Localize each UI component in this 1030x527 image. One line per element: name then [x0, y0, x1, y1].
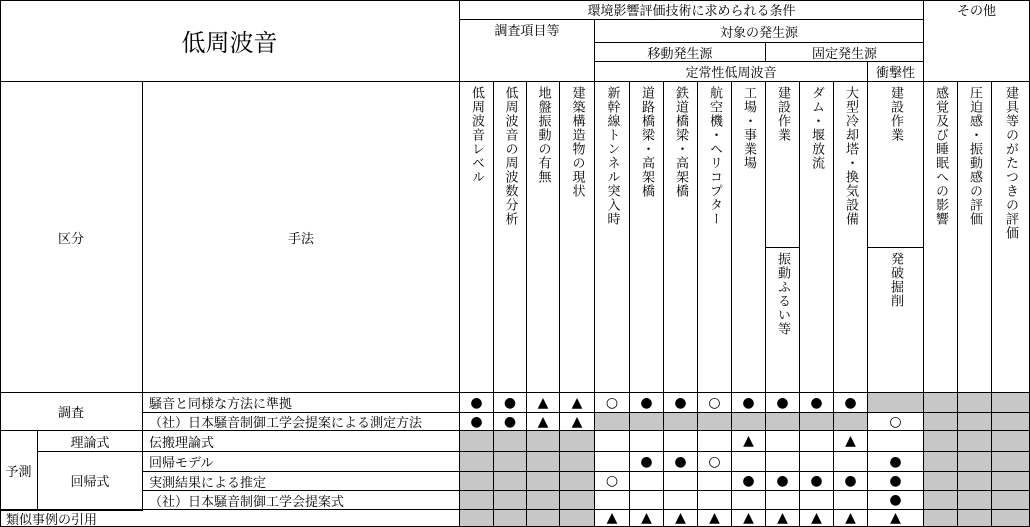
- mark-cell: [664, 431, 698, 452]
- column-sublabel: 発破掘削: [868, 248, 924, 393]
- mark-cell: [992, 472, 1030, 491]
- mark-cell: [527, 452, 560, 472]
- mark-cell: [924, 431, 958, 452]
- mark-cell: [834, 452, 868, 472]
- header-fixed: 固定発生源: [766, 43, 924, 62]
- mark-cell: ▲: [595, 510, 630, 527]
- mark-cell: [924, 393, 958, 413]
- mark-cell: [494, 431, 527, 452]
- mark-cell: [630, 472, 664, 491]
- column-header: 鉄道橋梁・高架橋: [664, 82, 698, 393]
- row-method: 伝搬理論式: [143, 431, 460, 452]
- mark-cell: ▲: [664, 510, 698, 527]
- mark-cell: [924, 472, 958, 491]
- header-sources: 対象の発生源: [595, 20, 924, 43]
- mark-cell: ▲: [834, 431, 868, 452]
- mark-cell: ●: [868, 452, 924, 472]
- row-method: 回帰モデル: [143, 452, 460, 472]
- mark-cell: ●: [460, 413, 494, 431]
- mark-cell: [698, 413, 732, 431]
- mark-cell: [992, 431, 1030, 452]
- mark-cell: [460, 431, 494, 452]
- row-method: （社）日本騒音制御工学会提案式: [143, 491, 460, 510]
- header-mobile: 移動発生源: [595, 43, 766, 62]
- mark-cell: [800, 452, 834, 472]
- mark-cell: [527, 472, 560, 491]
- mark-cell: [834, 413, 868, 431]
- mark-cell: [664, 472, 698, 491]
- mark-cell: [630, 431, 664, 452]
- mark-cell: ●: [460, 393, 494, 413]
- column-header: 道路橋梁・高架橋: [630, 82, 664, 393]
- mark-cell: [992, 491, 1030, 510]
- mark-cell: [958, 452, 992, 472]
- header-other: その他: [924, 0, 1030, 82]
- mark-cell: [595, 491, 630, 510]
- mark-cell: [527, 431, 560, 452]
- column-header: ダム・堰放流: [800, 82, 834, 393]
- mark-cell: ●: [630, 393, 664, 413]
- mark-cell: ▲: [698, 510, 732, 527]
- mark-cell: ●: [868, 472, 924, 491]
- group-survey: 調査: [0, 393, 143, 431]
- mark-cell: [958, 431, 992, 452]
- column-header: 低周波音レベル: [460, 82, 494, 393]
- mark-cell: [595, 452, 630, 472]
- header-conditions: 環境影響評価技術に求められる条件: [460, 0, 924, 20]
- group-predict: 予測: [0, 431, 38, 510]
- column-sublabel: 振動ふるい等: [766, 248, 800, 393]
- header-steady: 定常性低周波音: [595, 62, 868, 82]
- table-title: 低周波音: [0, 0, 460, 82]
- mark-cell: ●: [664, 393, 698, 413]
- mark-cell: [630, 491, 664, 510]
- column-header: 工場・事業場: [732, 82, 766, 393]
- mark-cell: ▲: [560, 393, 595, 413]
- mark-cell: [595, 431, 630, 452]
- mark-cell: [800, 413, 834, 431]
- mark-cell: ▲: [732, 431, 766, 452]
- mark-cell: [992, 510, 1030, 527]
- mark-cell: [766, 452, 800, 472]
- mark-cell: ●: [834, 472, 868, 491]
- mark-cell: [460, 510, 494, 527]
- mark-cell: ●: [800, 472, 834, 491]
- mark-cell: [958, 393, 992, 413]
- mark-cell: [958, 472, 992, 491]
- mark-cell: ○: [868, 413, 924, 431]
- row-method: （社）日本騒音制御工学会提案による測定方法: [143, 413, 460, 431]
- mark-cell: ●: [766, 472, 800, 491]
- column-header: 感覚及び睡眠への影響: [924, 82, 958, 393]
- mark-cell: [958, 413, 992, 431]
- column-header: 建築構造物の現状: [560, 82, 595, 393]
- mark-cell: [766, 413, 800, 431]
- mark-cell: [664, 491, 698, 510]
- mark-cell: ▲: [834, 510, 868, 527]
- mark-cell: [527, 510, 560, 527]
- mark-cell: [800, 431, 834, 452]
- mark-cell: [992, 452, 1030, 472]
- mark-cell: ●: [732, 472, 766, 491]
- column-header: 建具等のがたつきの評価: [992, 82, 1030, 393]
- mark-cell: ▲: [630, 510, 664, 527]
- column-header: 圧迫感・振動感の評価: [958, 82, 992, 393]
- header-category: 区分: [0, 82, 143, 393]
- mark-cell: [924, 491, 958, 510]
- mark-cell: ▲: [527, 413, 560, 431]
- header-method: 手法: [143, 82, 460, 393]
- mark-cell: [560, 491, 595, 510]
- mark-cell: [924, 510, 958, 527]
- mark-cell: ▲: [868, 510, 924, 527]
- group-theory: 理論式: [38, 431, 143, 452]
- mark-cell: [460, 472, 494, 491]
- mark-cell: [560, 472, 595, 491]
- row-method: 騒音と同様な方法に準拠: [143, 393, 460, 413]
- mark-cell: [595, 413, 630, 431]
- mark-cell: [494, 491, 527, 510]
- column-header: 建設作業: [868, 82, 924, 248]
- mark-cell: [698, 491, 732, 510]
- mark-cell: [698, 472, 732, 491]
- mark-cell: ●: [800, 393, 834, 413]
- mark-cell: [698, 431, 732, 452]
- mark-cell: [560, 431, 595, 452]
- mark-cell: [560, 510, 595, 527]
- mark-cell: ▲: [800, 510, 834, 527]
- mark-cell: ○: [698, 393, 732, 413]
- mark-cell: ○: [595, 393, 630, 413]
- mark-cell: ○: [595, 472, 630, 491]
- mark-cell: ▲: [732, 510, 766, 527]
- mark-cell: ○: [698, 452, 732, 472]
- mark-cell: [924, 413, 958, 431]
- mark-cell: [560, 452, 595, 472]
- mark-cell: ●: [834, 393, 868, 413]
- mark-cell: [924, 452, 958, 472]
- mark-cell: ●: [868, 491, 924, 510]
- column-header: 低周波音の周波数分析: [494, 82, 527, 393]
- mark-cell: ●: [494, 393, 527, 413]
- mark-cell: [958, 491, 992, 510]
- mark-cell: [460, 491, 494, 510]
- mark-cell: [630, 413, 664, 431]
- mark-cell: ●: [494, 413, 527, 431]
- column-header: 新幹線トンネル突入時: [595, 82, 630, 393]
- mark-cell: [766, 491, 800, 510]
- mark-cell: [834, 491, 868, 510]
- mark-cell: [958, 510, 992, 527]
- mark-cell: [732, 413, 766, 431]
- mark-cell: ●: [630, 452, 664, 472]
- mark-cell: [527, 491, 560, 510]
- column-header: 大型冷却塔・換気設備: [834, 82, 868, 393]
- mark-cell: [992, 413, 1030, 431]
- group-regression: 回帰式: [38, 452, 143, 510]
- header-survey-items: 調査項目等: [460, 20, 595, 82]
- mark-cell: ●: [766, 393, 800, 413]
- mark-cell: [732, 491, 766, 510]
- mark-cell: [868, 431, 924, 452]
- mark-cell: [992, 393, 1030, 413]
- mark-cell: [868, 393, 924, 413]
- column-header: 建設作業: [766, 82, 800, 248]
- mark-cell: [732, 452, 766, 472]
- column-header: 航空機・ヘリコプター: [698, 82, 732, 393]
- header-impulsive: 衝撃性: [868, 62, 924, 82]
- row-method: 実測結果による推定: [143, 472, 460, 491]
- mark-cell: [494, 510, 527, 527]
- mark-cell: [664, 413, 698, 431]
- mark-cell: [800, 491, 834, 510]
- mark-cell: ●: [732, 393, 766, 413]
- mark-cell: ▲: [560, 413, 595, 431]
- column-header: 地盤振動の有無: [527, 82, 560, 393]
- mark-cell: [460, 452, 494, 472]
- mark-cell: [494, 472, 527, 491]
- mark-cell: ●: [664, 452, 698, 472]
- row-method: 類似事例の引用: [0, 510, 460, 527]
- mark-cell: ▲: [766, 510, 800, 527]
- mark-cell: [494, 452, 527, 472]
- mark-cell: ▲: [527, 393, 560, 413]
- mark-cell: [766, 431, 800, 452]
